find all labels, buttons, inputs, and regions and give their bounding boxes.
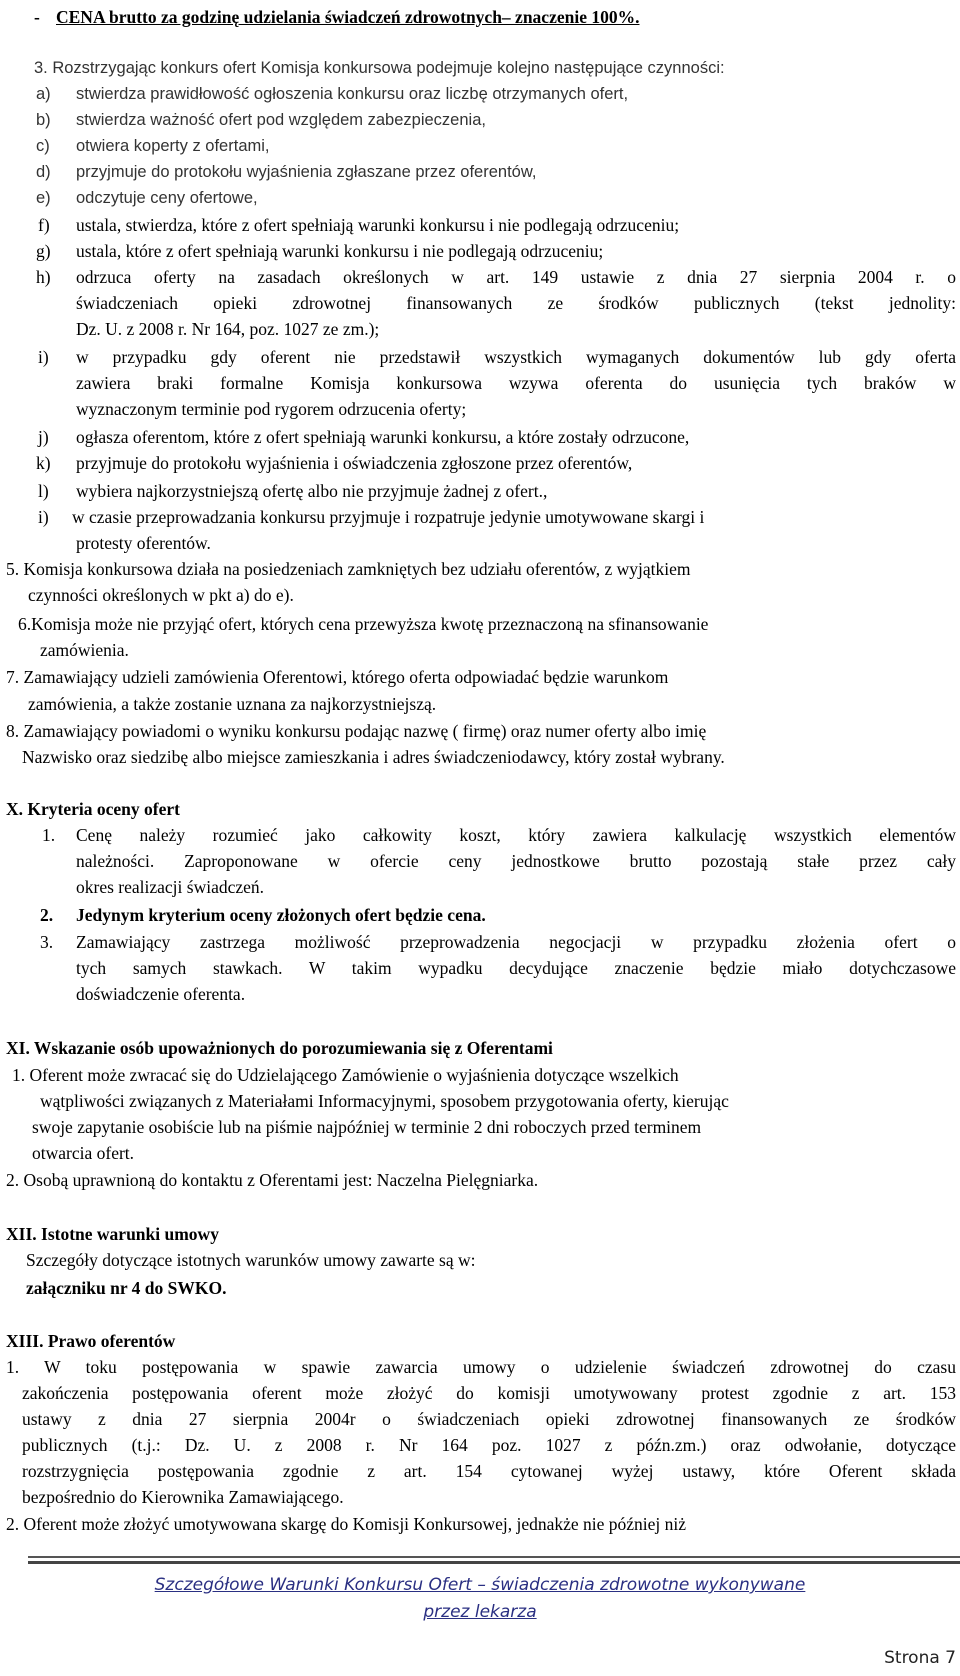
item-3g: g) ustala, które z ofert spełniają warunki konkursu i nie podlegają odrzuceniu; — [36, 241, 604, 261]
document-page: - CENA brutto za godzinę udzielania świadczeń zdrowotnych– znaczenie 100%. 3. Rozstrzygając konkurs ofert Komisja konkursowa podejmuje kolejno następujące czynności: a) stwierdza prawidłowość ogłoszenia konkursu oraz liczbę otrzymanych ofert, b) stwierdza ważność ofert pod względem zabezpieczenia, c) otwiera koperty z ofertami, d) przyjmuje do protokołu wyjaśnienia zgłaszane przez oferentów, e) odczytuje ceny ofertowe, f) ustala, stwierdza, które z ofert spełniają warunki konkursu i nie podlegają odrzuceniu; g) ustala, które z ofert spełniają warunki konkursu i nie podlegają odrzuceniu; h) odrzuca oferty na zasadach określonych w art. 149 ustawie z dnia 27 sierpnia 2004 r. o świadczeniach opieki zdrowotnej finansowanych ze środków publicznych (tekst jednolity: Dz. U. z 2008 r. Nr 164, poz. 1027 ze zm.); i) w przypadku gdy oferent nie przedstawił wszystkich wymaganych dokumentów lub gdy oferta zawiera braki formalne Komisja konkursowa wzywa oferenta do usunięcia tych braków w wyznaczonym terminie pod rygorem odrzucenia oferty; j) ogłasza oferentom, które z ofert spełniają warunki konkursu, a które zostały odrzucone, k) przyjmuje do protokołu wyjaśnienia i oświadczenia zgłoszone przez oferentów, l) wybiera najkorzystniejszą ofertę albo nie przyjmuje żadnej z ofert., i) w czasie przeprowadzania konkursu przyjmuje i rozpatruje jedynie umotywowane skargi i protesty oferentów. 5. Komisja konkursowa działa na posiedzeniach zamkniętych bez udziału oferentów, z wyjątkiem czynności określonych w pkt a) do e). 6.Komisja może nie przyjąć ofert, których cena przewyższa kwotę przeznaczoną na sfinansowanie zamówienia. 7. Zamawiający udzieli zamówienia Oferentowi, którego oferta odpowiadać będzie warunkom zamówienia, a także zostanie uznana za najkorzystniejszą. 8. Zamawiający powiadomi o wyniku konkursu podając nazwę ( firmę) oraz numer oferty albo imię Nazwisko oraz siedzibę albo miejsce zamieszkania i adres świadczeniodawcy, który został wybrany. X. Kryteria oceny ofert 1. Cenę należy rozumieć jako całkowity koszt, który zawiera kalkulację wszystkich elementów należności. Zaproponowane w ofercie ceny jednostkowe brutto pozostają stałe przez cały okres realizacji świadczeń. 2. Jedynym kryterium oceny złożonych ofert będzie cena. 3. Zamawiający zastrzega możliwość przeprowadzenia negocjacji w przypadku złożenia ofert o tych samych stawkach. W takim wypadku decydujące znaczenie będzie miało dotychczasowe doświadczenie oferenta. XI. Wskazanie osób upoważnionych do porozumiewania się z Oferentami 1. Oferent może zwracać się do Udzielającego Zamówienie o wyjaśnienia dotyczące wszelkich wątpliwości związanych z Materiałami Informacyjnymi, sposobem przygotowania oferty, kierując swoje zapytanie osobiście lub na piśmie najpóźniej w terminie 2 dni roboczych przed terminem otwarcia ofert. 2. Osobą uprawnioną do kontaktu z Oferentami jest: Naczelna Pielęgniarka. XII. Istotne warunki umowy Szczegóły dotyczące istotnych warunków umowy zawarte są w: załączniku nr 4 do SWKO. XIII. Prawo oferentów 1. W toku postępowania w spawie zawarcia umowy o udzielenie świadczeń zdrowotnej do czasu zakończenia postępowania oferent może złożyć do komisji umotywowany protest zgodnie z art. 153 ustawy z dnia 27 sierpnia 2004r o świadczeniach opieki zdrowotnej finansowanych ze środków publicznych (t.j.: Dz. U. z 2008 r. Nr 164 poz. 1027 z późn.zm.) oraz odwołanie, dotyczące rozstrzygnięcia postępowania zgodnie z art. 154 cytowanej wyżej ustawy, które Oferent składa bezpośrednio do Kierownika Zamawiającego. 2. Oferent może złożyć umotywowana skargę do Komisji Konkursowej, jednakże nie później niż Szczegółowe Warunki Konkursu Ofert – świadczenia zdrowotne wykonywane przez lekarza Strona 7 — [0, 0, 960, 1676]
item-3i: i) w przypadku gdy oferent nie przedstawił wszystkich wymaganych dokumentów lub gdy oferta — [38, 347, 956, 367]
item-3j: j) ogłasza oferentom, które z ofert spełniają warunki konkursu, a które zostały odrzucone, — [38, 427, 690, 447]
item-3k: k) przyjmuje do protokołu wyjaśnienia i oświadczenia zgłoszone przez oferentów, — [36, 453, 633, 473]
section-xii-line-1: Szczegóły dotyczące istotnych warunków umowy zawarte są w: — [26, 1250, 476, 1270]
item-3-intro: 3. Rozstrzygając konkurs ofert Komisja konkursowa podejmuje kolejno następujące czynności: — [34, 59, 725, 77]
item-7: 7. Zamawiający udzieli zamówienia Oferentowi, którego oferta odpowiadać będzie warunkom — [6, 667, 669, 687]
section-xii-line-2: załączniku nr 4 do SWKO. — [26, 1278, 227, 1298]
price-criterion-text: CENA brutto za godzinę udzielania świadczeń zdrowotnych– znaczenie 100%. — [56, 7, 640, 27]
section-xi-point-2: 2. Osobą uprawnioną do kontaktu z Oferentami jest: Naczelna Pielęgniarka. — [6, 1170, 539, 1190]
item-3c: c) otwiera koperty z ofertami, — [36, 137, 270, 155]
dash: - — [34, 7, 40, 27]
footer-title-line-2: przez lekarza — [423, 1602, 537, 1622]
section-xi-point-1: 1. Oferent może zwracać się do Udzielającego Zamówienie o wyjaśnienia dotyczące wszelkich — [12, 1065, 679, 1085]
item-3e: e) odczytuje ceny ofertowe, — [36, 189, 258, 207]
item-3a: a) stwierdza prawidłowość ogłoszenia konkursu oraz liczbę otrzymanych ofert, — [36, 85, 629, 103]
section-xi-heading: XI. Wskazanie osób upoważnionych do porozumiewania się z Oferentami — [6, 1038, 553, 1058]
item-3f: f) ustala, stwierdza, które z ofert spełniają warunki konkursu i nie podlegają odrzuceniu; — [38, 215, 680, 235]
section-x-point-3: 3. Zamawiający zastrzega możliwość przeprowadzenia negocjacji w przypadku złożenia ofert o — [40, 932, 956, 952]
item-8: 8. Zamawiający powiadomi o wyniku konkursu podając nazwę ( firmę) oraz numer oferty albo imię — [6, 721, 707, 741]
item-5: 5. Komisja konkursowa działa na posiedzeniach zamkniętych bez udziału oferentów, z wyjątkiem — [6, 559, 691, 579]
section-x-heading: X. Kryteria oceny ofert — [6, 799, 180, 819]
section-xiii-heading: XIII. Prawo oferentów — [6, 1331, 176, 1351]
footer-rule-thin — [28, 1556, 960, 1558]
footer-title-line-1: Szczegółowe Warunki Konkursu Ofert – świadczenia zdrowotne wykonywane — [154, 1575, 806, 1595]
section-xii-heading: XII. Istotne warunki umowy — [6, 1224, 219, 1244]
section-x-point-1: 1. Cenę należy rozumieć jako całkowity koszt, który zawiera kalkulację wszystkich elementów — [42, 825, 956, 845]
item-3d: d) przyjmuje do protokołu wyjaśnienia zgłaszane przez oferentów, — [36, 163, 537, 181]
item-3b: b) stwierdza ważność ofert pod względem zabezpieczenia, — [36, 111, 486, 129]
section-xiii-point-2: 2. Oferent może złożyć umotywowana skargę do Komisji Konkursowej, jednakże nie później niż — [6, 1514, 687, 1534]
item-3l: l) wybiera najkorzystniejszą ofertę albo nie przyjmuje żadnej z ofert., — [38, 481, 548, 501]
item-6: 6.Komisja może nie przyjąć ofert, których cena przewyższa kwotę przeznaczoną na sfinansowanie — [18, 614, 709, 634]
item-3i-second: i) w czasie przeprowadzania konkursu przyjmuje i rozpatruje jedynie umotywowane skargi i — [38, 507, 705, 527]
price-criterion-line — [0, 5, 960, 31]
section-xiii-point-1: 1. W toku postępowania w spawie zawarcia umowy o udzielenie świadczeń zdrowotnej do czasu — [6, 1357, 956, 1377]
footer-rule-thick — [28, 1561, 960, 1564]
page-number: Strona 7 — [884, 1648, 956, 1668]
section-x-point-2: 2. Jedynym kryterium oceny złożonych ofert będzie cena. — [40, 905, 486, 925]
item-3h: h) odrzuca oferty na zasadach określonych w art. 149 ustawie z dnia 27 sierpnia 2004 r. o — [36, 267, 956, 287]
